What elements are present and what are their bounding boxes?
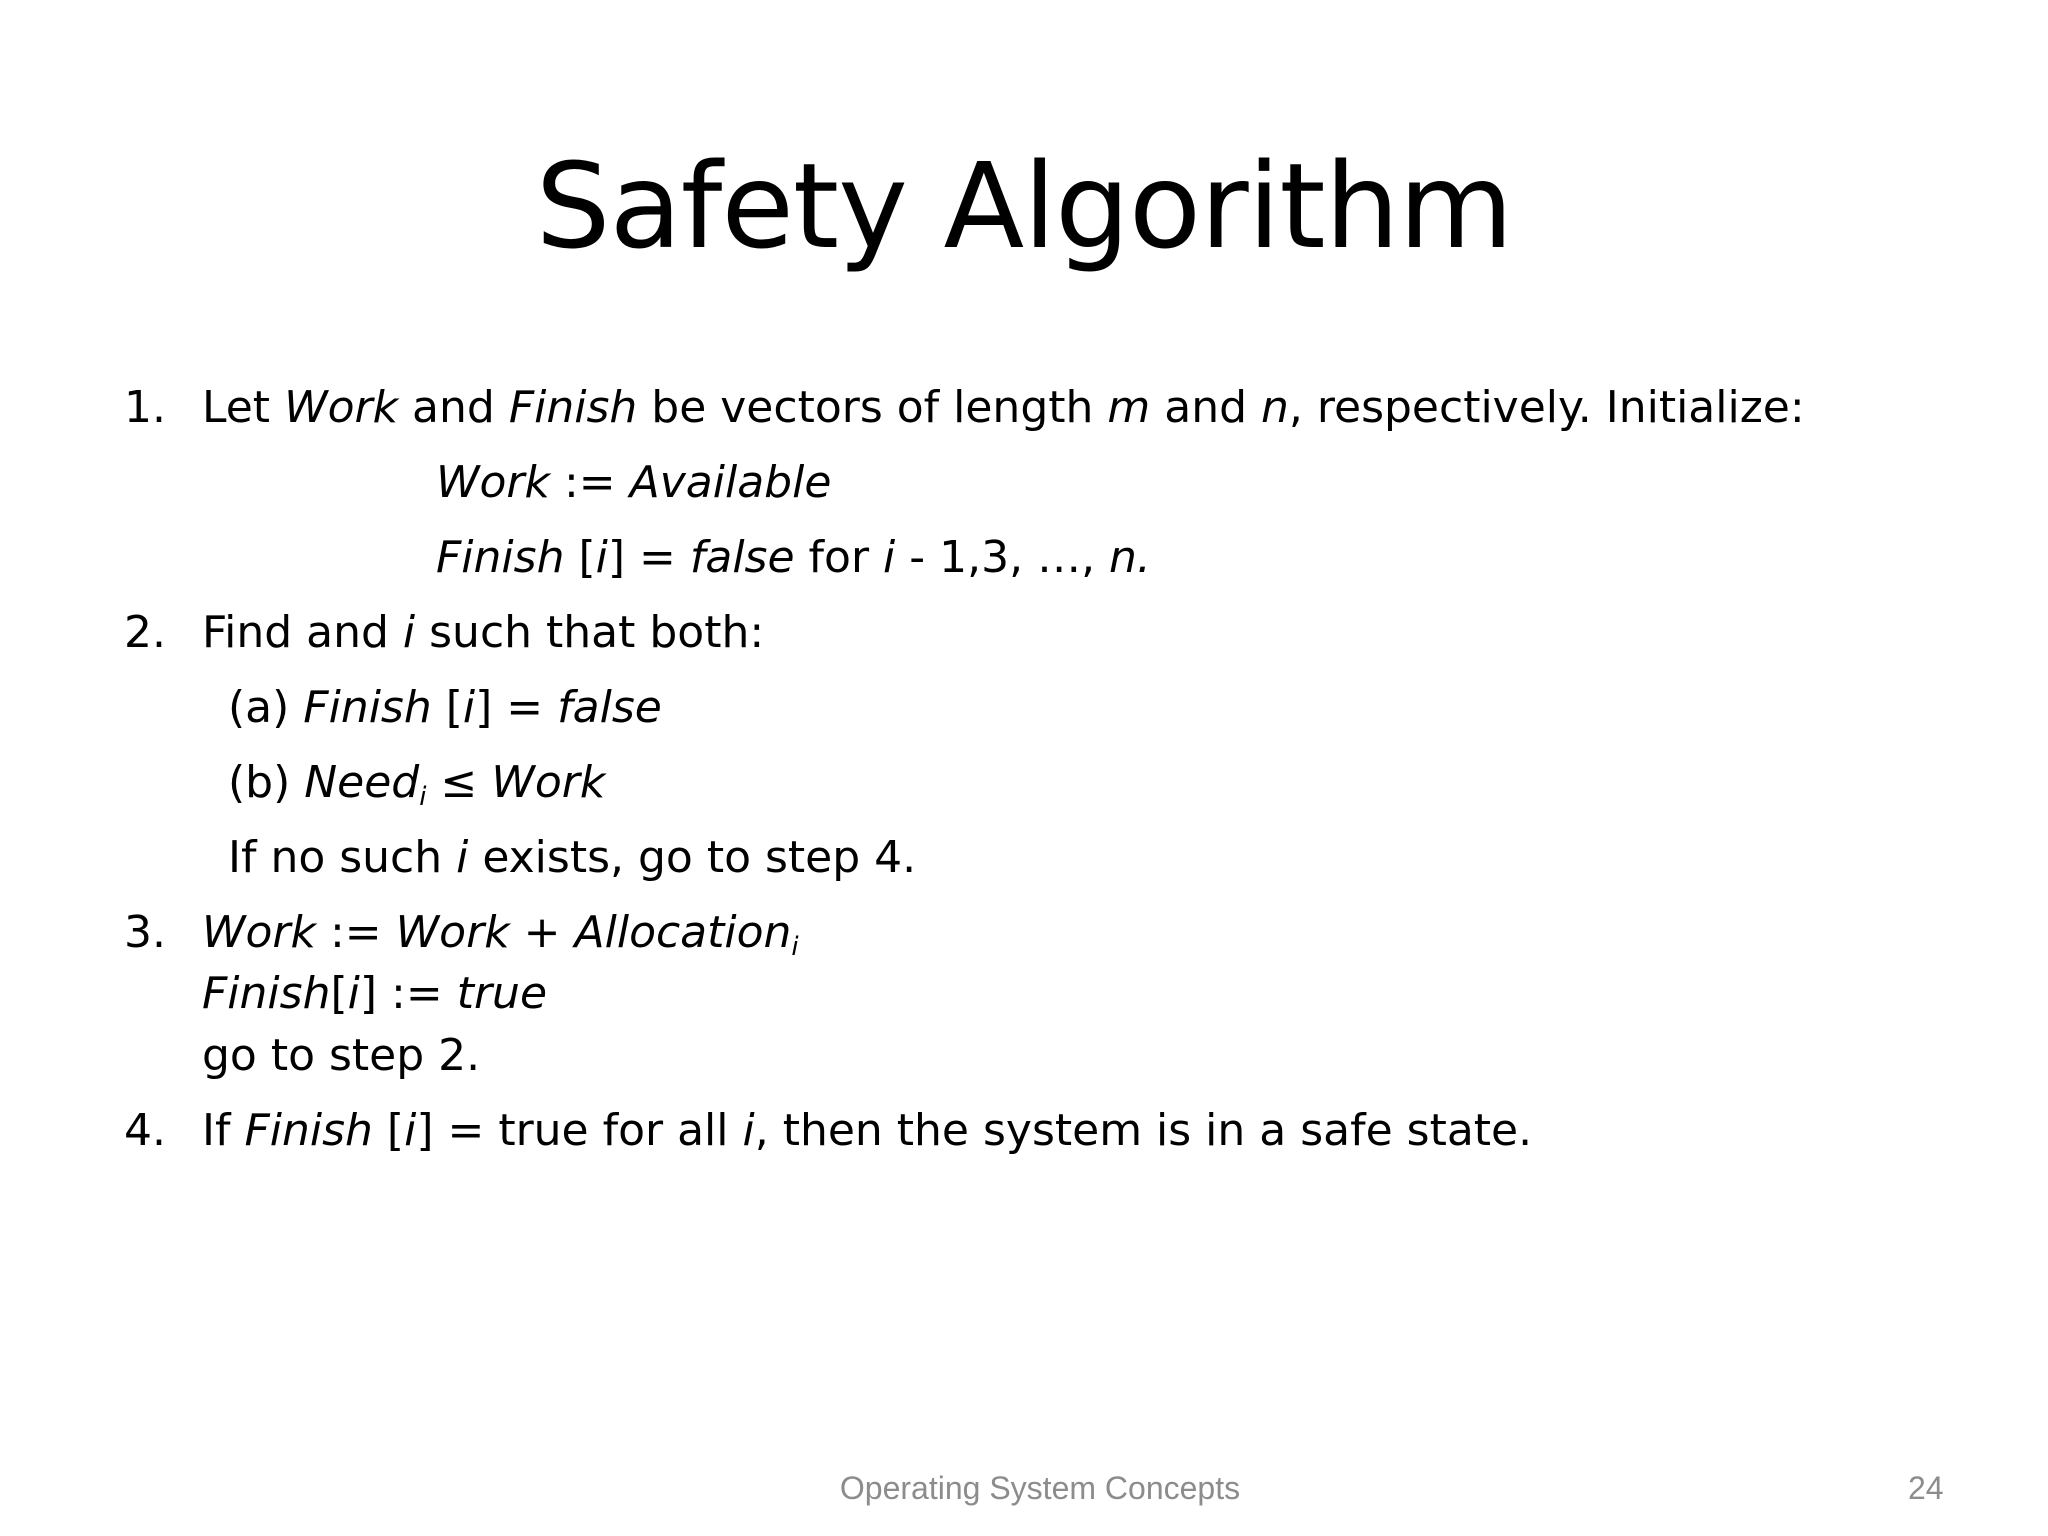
step-4-text: If Finish [i] = true for all i, then the system is in a safe state.: [202, 1105, 1533, 1156]
slide-title: Safety Algorithm: [535, 137, 1513, 275]
step-3-finish-update: Finish[i] := true: [202, 968, 548, 1019]
step-3-goto: go to step 2.: [202, 1030, 481, 1081]
step-2-text: Find and i such that both:: [202, 607, 765, 658]
step-2-number: 2.: [124, 607, 166, 658]
step-1-text: Let Work and Finish be vectors of length m and n, respectively. Initialize:: [202, 382, 1805, 433]
step-2-condition-a: (a) Finish [i] = false: [228, 682, 662, 733]
step-4-number: 4.: [124, 1105, 166, 1156]
step-1-init-finish: Finish [i] = false for i - 1,3, …, n.: [436, 532, 1151, 583]
step-3-work-update: Work := Work + Allocation$_i$: [202, 907, 799, 962]
step-3-number: 3.: [124, 907, 166, 958]
footer-text: Operating System Concepts: [839, 1470, 1241, 1506]
page-number: 24: [1908, 1470, 1944, 1506]
step-2-fallback: If no such i exists, go to step 4.: [228, 832, 917, 883]
step-1-number: 1.: [124, 382, 166, 433]
step-2-condition-b: (b) Need$_i$ ≤ Work: [228, 757, 606, 812]
step-1-init-work: Work := Available: [436, 457, 832, 508]
